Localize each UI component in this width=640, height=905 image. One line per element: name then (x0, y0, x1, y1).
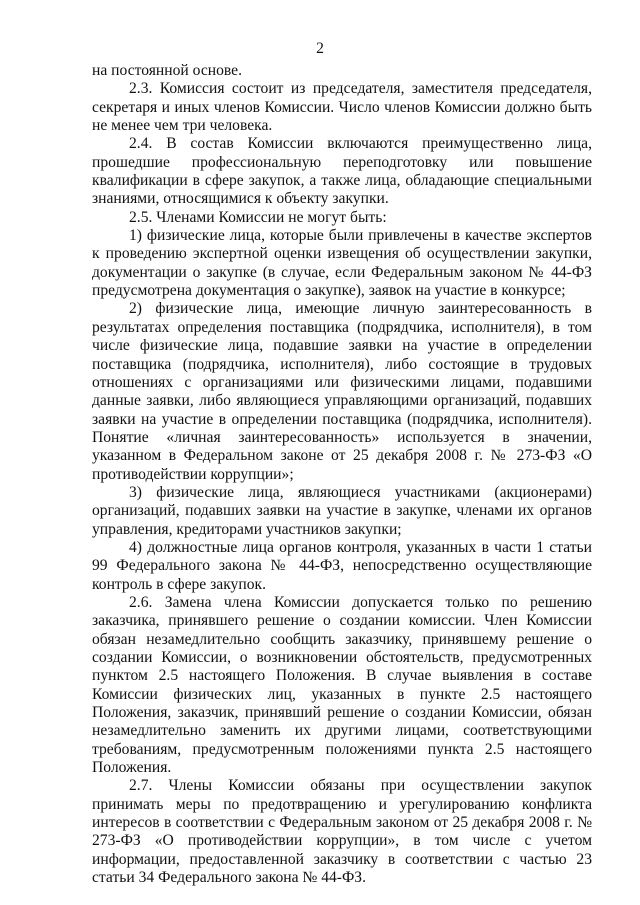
paragraph: 2.6. Замена члена Комиссии допускается только по решению заказчика, принявшего решение о создании комиссии. Член Комиссии обязан незамедлительно сообщить заказчику, принявшему решение о создании Комиссии, о возникновении обстоятельств, предусмотренных пунктом 2.5 настоящего Положения. В случае выявления в составе Комиссии физических лиц, указанных в пункте 2.5 настоящего Положения, заказчик, принявший решение о создании Комиссии, обязан незамедлительно заменить их другими лицами, соответствующими требованиям, предусмотренным положениями пункта 2.5 настоящего Положения. (92, 593, 592, 777)
paragraph: 2.4. В состав Комиссии включаются преимущественно лица, прошедшие профессиональную переподготовку или повышение квалификации в сфере закупок, а также лица, обладающие специальными знаниями, относящимися к объекту закупки. (92, 135, 592, 208)
paragraph: 2.3. Комиссия состоит из председателя, заместителя председателя, секретаря и иных членов Комиссии. Число членов Комиссии должно быть не менее чем три человека. (92, 80, 592, 135)
document-body (92, 62, 592, 887)
paragraph: 2.7. Члены Комиссии обязаны при осуществлении закупок принимать меры по предотвращению и урегулированию конфликта интересов в соответствии с Федеральным законом от 25 декабря 2008 г. № 273-ФЗ «О противодействии коррупции», в том числе с учетом информации, предоставленной заказчику в соответствии с частью 23 статьи 34 Федерального закона № 44-ФЗ. (92, 777, 592, 887)
paragraph: 3) физические лица, являющиеся участниками (акционерами) организаций, подавших заявки на участие в закупке, членами их органов управления, кредиторами участников закупки; (92, 483, 592, 538)
paragraph: 1) физические лица, которые были привлечены в качестве экспертов к проведению экспертной оценки извещения об осуществлении закупки, документации о закупке (в случае, если Федеральным законом № 44-ФЗ предусмотрена документация о закупке), заявок на участие в конкурсе; (92, 227, 592, 300)
paragraph: на постоянной основе. (92, 62, 242, 79)
paragraph: 2) физические лица, имеющие личную заинтересованность в результатах определения поставщика (подрядчика, исполнителя), в том числе физические лица, подавшие заявки на участие в определении поставщика (подрядчика, исполнителя), либо состоящие в трудовых отношениях с организациями или физическими лицами, подавшими данные заявки, либо являющиеся управляющими организаций, подавших заявки на участие в определении поставщика (подрядчика, исполнителя). Понятие «личная заинтересованность» используется в значении, указанном в Федеральном законе от 25 декабря 2008 г. № 273-ФЗ «О противодействии коррупции»; (92, 300, 592, 483)
page-number: 2 (316, 40, 324, 57)
paragraph: 4) должностные лица органов контроля, указанных в части 1 статьи 99 Федерального закона № 44-ФЗ, непосредственно осуществляющие контроль в сфере закупок. (92, 538, 592, 593)
paragraph: 2.5. Членами Комиссии не могут быть: (129, 208, 387, 226)
